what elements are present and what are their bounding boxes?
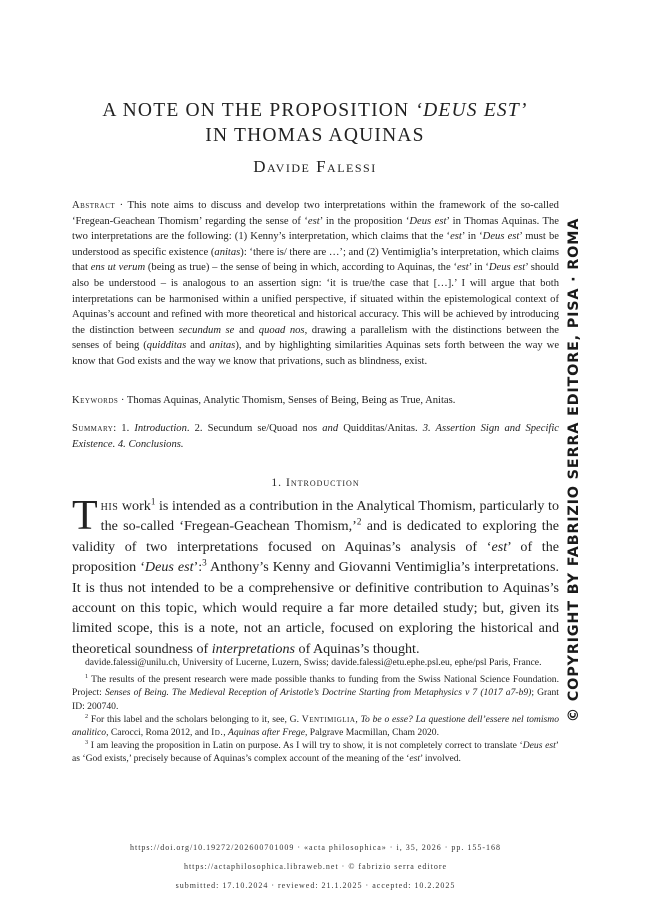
abstract-italic: Deus est [488,262,526,274]
abstract-text: ’ in ‘ [461,231,483,243]
intro-paragraph [72,493,559,659]
footnote-1 [72,673,559,713]
separator: · [118,395,127,406]
doi-line[interactable]: https://doi.org/10.19272/202600701009 · «acta philosophica» · i, 35, 2026 · pp. 155-168 [129,843,502,852]
abstract-italic: anitas [214,246,241,258]
separator: · [115,200,128,211]
abstract-text: ’ must be understood as specific existence ( [72,231,559,258]
footnote-number: 2 [85,712,89,720]
abstract-italic: quoad nos [258,324,305,336]
intro-italic: interpretations [211,640,295,657]
keywords-text: Thomas Aquinas, Analytic Thomism, Senses of Being, Being as True, Anitas. [126,395,456,406]
summary-italic: Introduction [134,423,187,434]
intro-text: of Aquinas’s thought. [295,640,420,657]
intro-text: ’ of the proposition ‘ [72,538,559,576]
abstract-text: This note aims to discuss and develop two interpretations within the framework of the so-called ‘Fregean-Geachean Thomism’ regarding the sense of ‘ [72,200,559,227]
title-italic: ‘DEUS EST’ [415,100,528,121]
title-line-1 [70,98,560,123]
intro-text: Anthony’s Kenny and Giovanni Ventimiglia’s interpretations. It is thus not intended to be a comprehensive or definitive contribution to Aquinas’s account on this topic, which would require a far more detailed study; but, given its limited scope, this is a note, not an article, focused on exploring the historical and theoretical soundness of [72,559,559,657]
author-name: Davide Falessi [253,157,377,176]
footnotes [72,656,559,766]
footnote-2 [72,713,559,739]
intro-italic: Deus est [144,559,194,576]
summary-text: . 2. Secundum se/Quoad nos [186,423,323,434]
footnote-author: Ventimiglia [301,713,356,725]
abstract-text: , drawing a parallelism with the distinctions between the senses of being ( [72,324,559,352]
summary [72,421,559,453]
footnote-number: 1 [85,673,89,681]
keywords [72,393,559,408]
abstract-italic: anitas [209,340,236,352]
footnote-text: , Carocci, Roma 2012, and [106,727,212,739]
title-line-2: IN THOMAS AQUINAS [205,125,425,146]
abstract-text: ): ‘there is/ there are …’; and (2) Ventimiglia’s interpretation, which claims that [72,246,559,274]
footnote-text: The results of the present research were made possible thanks to funding from the Swiss National Science Foundation. Project: [72,674,559,699]
footnote-ref-1[interactable]: 1 [150,496,156,507]
abstract-text: (being as true) – the sense of being in which, according to Aquinas, the ‘ [145,262,457,274]
abstract-text: ), and by highlighting similarities Aquinas sets forth between the way we know that God exists and the way we know that privations, such as blindness, exist. [72,340,560,367]
abstract-italic: ens ut verum [90,262,146,274]
abstract-italic: est [456,262,469,274]
footnote-italic: Senses of Being. The Medieval Reception of Aristotle’s Doctrine Starting from Metaphysics v 7 (1017 a7-b9) [104,687,532,699]
intro-text: is intended as a contribution in the Analytical Thomism, particularly to the so-called ‘Fregean-Geachean Thomism,’ [100,498,559,535]
footnote-italic: To be o esse? La questione dell’essere nel tomismo analitico [72,713,559,739]
abstract-italic: secundum se [178,324,235,336]
drop-cap: T [72,493,98,539]
intro-text: and is dedicated to exploring the validity of two interpretations focused on Aquinas’s analysis of ‘ [72,518,559,555]
intro-first-word: his [100,498,119,514]
footnote-text: , [355,713,361,725]
abstract-text: ’ in Thomas Aquinas. The two interpretations are the following: (1) Kenny’s interpretation, which claims that the ‘ [72,215,559,243]
abstract-italic: quidditas [146,340,187,352]
footnote-ref-3[interactable]: 3 [202,557,207,568]
footnote-text: ; Grant ID: 200740. [72,687,559,712]
footnote-italic: Aquinas after Frege [228,727,305,739]
footnote-text: I am leaving the proposition in Latin on purpose. As I will try to show, it is not completely correct to translate ‘ [88,740,523,752]
footnote-3 [72,739,559,765]
footnote-text: ’ involved. [420,753,461,765]
side-copyright [554,217,594,723]
footnote-italic: est [409,753,421,765]
intro-text: ’: [193,559,203,576]
abstract-text: and [186,340,210,352]
abstract-italic: est [450,231,462,243]
dates-line: submitted: 17.10.2024 · reviewed: 21.1.2025 · accepted: 10.2.2025 [175,881,456,890]
section-heading: 1. Introduction [271,476,360,489]
journal-url-line[interactable]: https://actaphilosophica.libraweb.net · © fabrizio serra editore [183,862,448,871]
abstract-italic: Deus est [482,231,520,243]
abstract-text: and [234,324,259,336]
footnote-text: For this label and the scholars belonging to it, see, G. [88,713,302,725]
summary-text: Quidditas/Anitas. [338,423,423,434]
copyright-text: © COPYRIGHT BY FABRIZIO SERRA EDITORE, PISA · ROMA [566,217,582,723]
intro-italic: est [491,538,508,555]
abstract-text: ’ should also be understood – is analogous to an assertion sign: ‘it is true/the case that […].’ I will argue that both interpretations can be harmonised within a unified perspective, if situated within the epistemological context of Aquinas’s account and refined with more theoretical and historical accuracy. This will be achieved by introducing the distinction between [72,262,559,336]
footnote-text: , Palgrave Macmillan, Cham 2020. [304,727,439,739]
article-title [70,98,560,148]
page-footer [72,838,559,895]
footnote-author: Id. [211,727,224,739]
summary-italic: 3. Assertion Sign and Specific Existence. 4. Conclusions. [72,423,559,450]
abstract-text: ’ in ‘ [468,262,489,274]
summary-italic: and [322,423,339,434]
intro-text: work [118,498,151,514]
abstract-italic: Deus est [409,215,447,227]
footnote-text: , [223,727,229,739]
abstract [72,198,559,370]
affiliation-note: davide.falessi@unilu.ch, University of Lucerne, Luzern, Swiss; davide.falessi@etu.ephe.psl.eu, ephe/psl Paris, France. [85,657,542,668]
keywords-label: Keywords [72,395,119,406]
abstract-text: ’ in the proposition ‘ [319,215,410,227]
abstract-italic: est [307,215,320,227]
footnote-text: ’ as ‘God exists,’ precisely because of Aquinas’s complex account of the meaning of the ‘ [72,740,559,765]
summary-text: : 1. [113,423,135,434]
abstract-label: Abstract [72,200,116,211]
footnote-italic: Deus est [522,740,556,752]
summary-label: Summary [72,423,114,434]
footnote-ref-2[interactable]: 2 [356,516,362,527]
footnote-number: 3 [85,739,89,747]
title-text: A NOTE ON THE PROPOSITION [102,100,416,121]
